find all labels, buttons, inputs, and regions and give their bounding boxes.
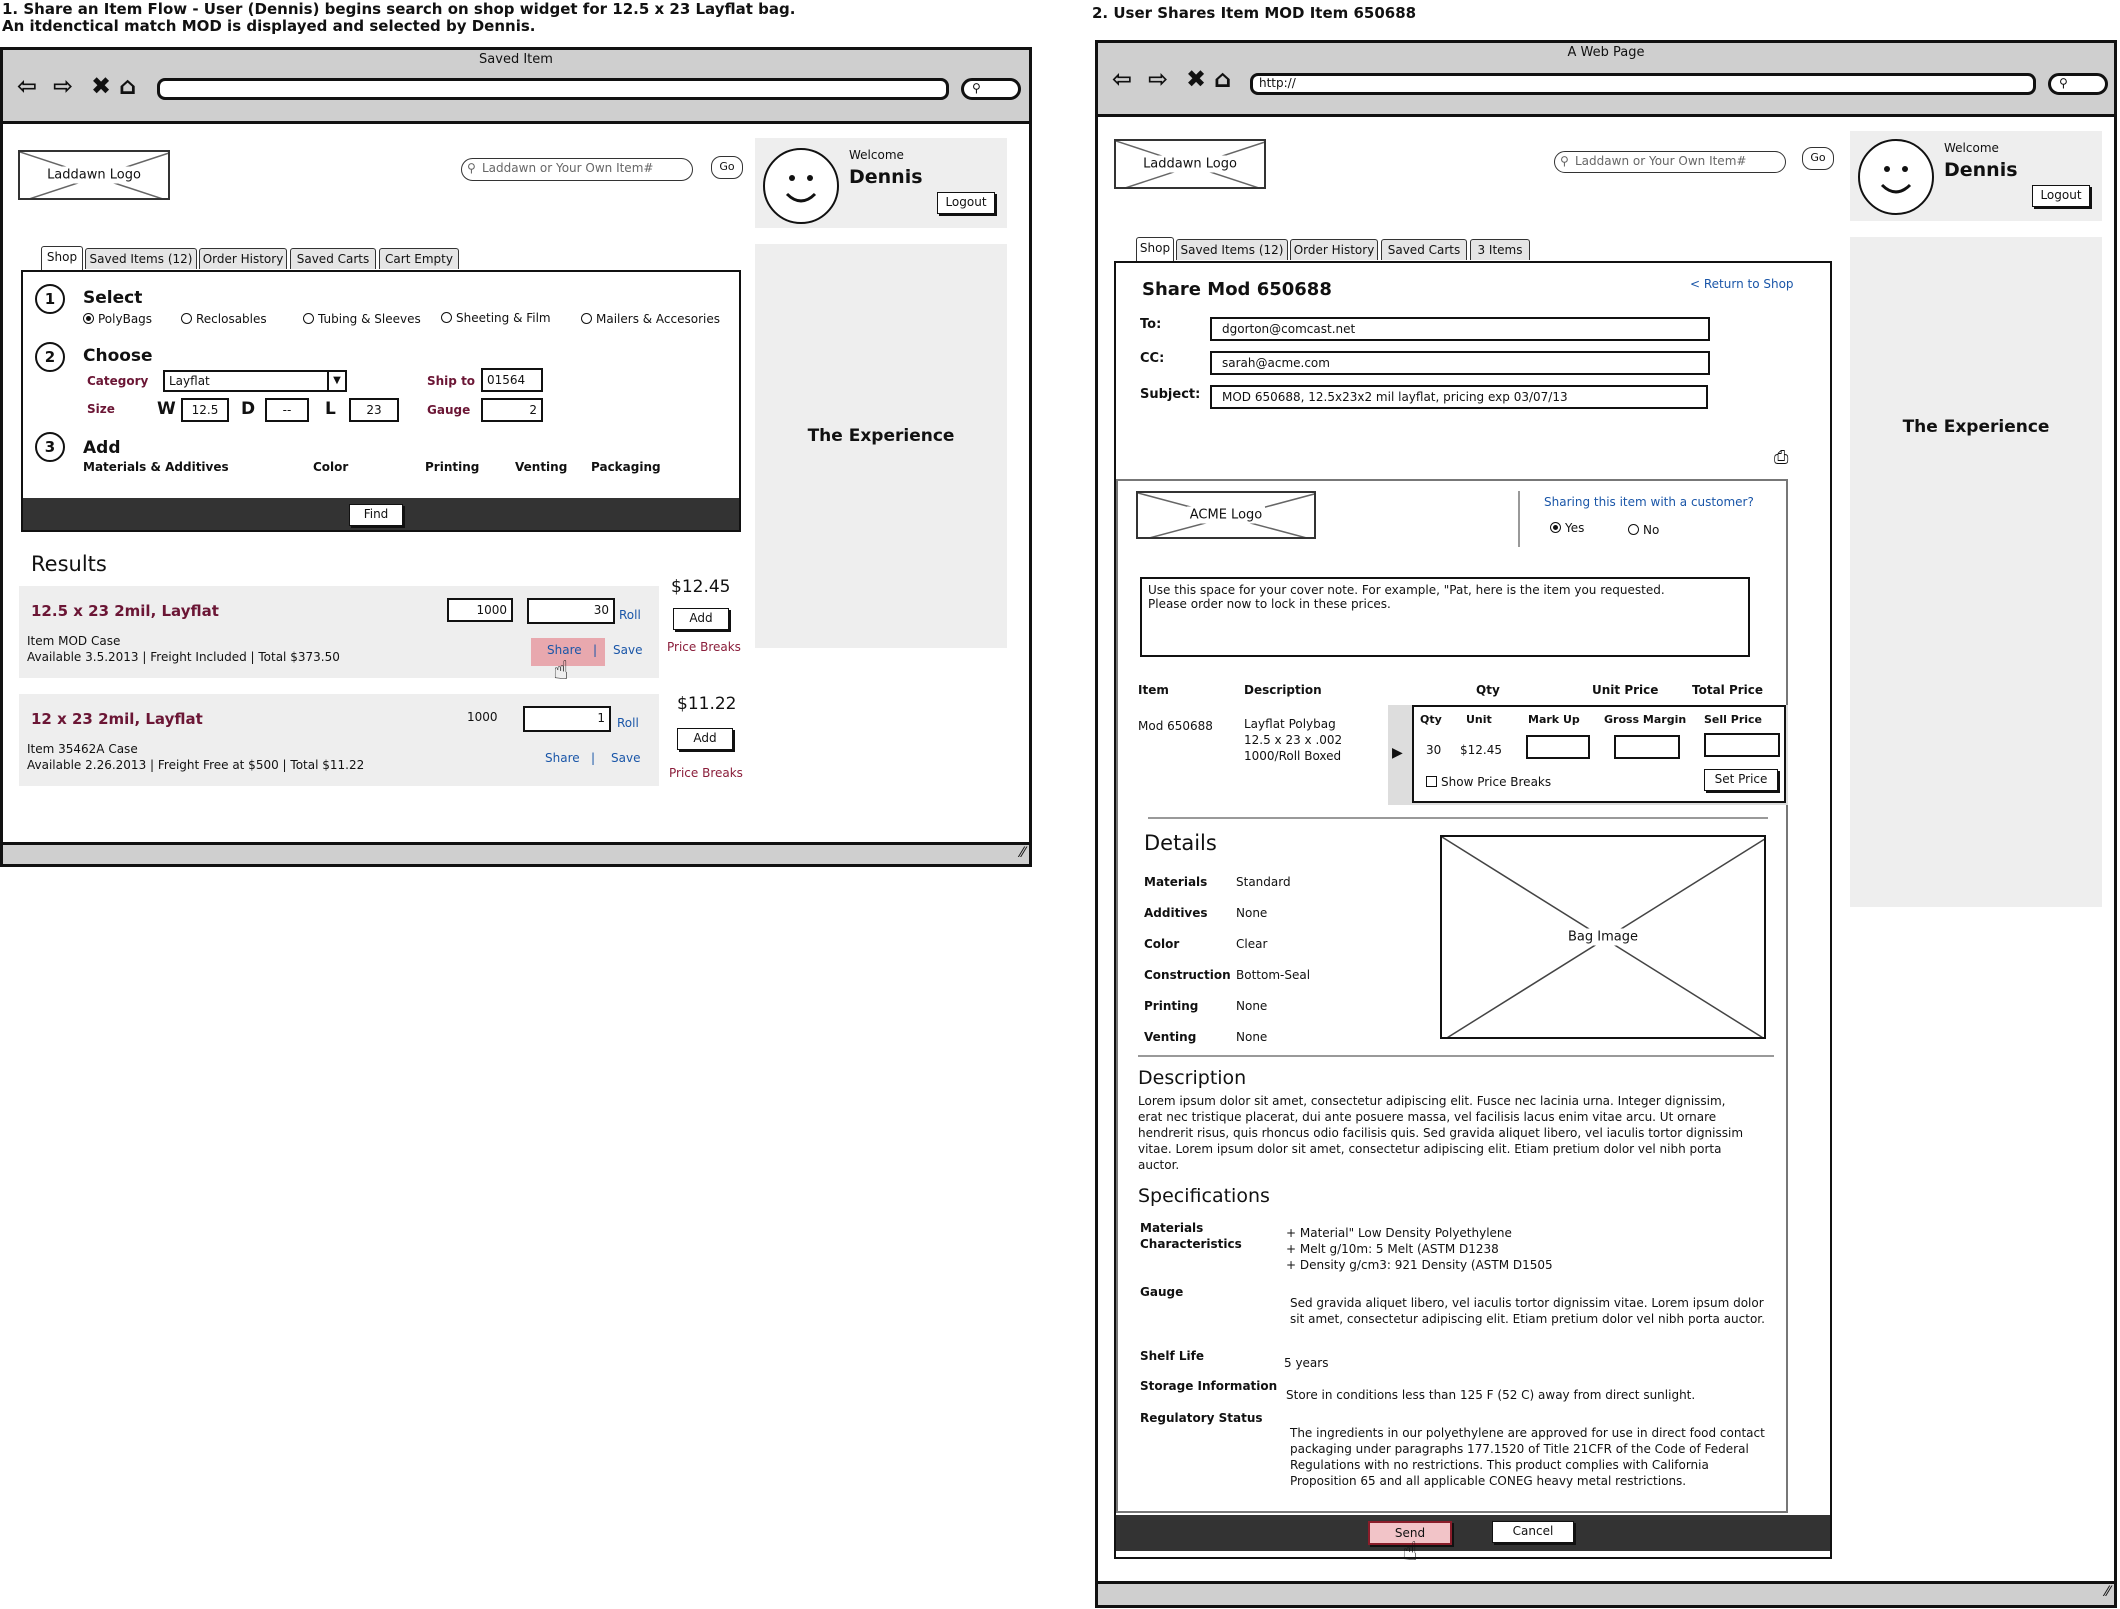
search-icon: ⚲ [1560,154,1569,168]
tab-shop[interactable]: Shop [41,246,83,270]
markup-field[interactable] [1526,735,1590,759]
welcome-text: Welcome [1944,141,1999,155]
add-col-materials[interactable]: Materials & Additives [83,460,229,474]
detail-key: Construction [1144,968,1231,982]
stop-icon[interactable]: ✖ [91,72,112,100]
col-item: Item [1138,683,1169,697]
printer-icon[interactable]: ⎙ [1774,447,1789,468]
spec-line: + Material" Low Density Polyethylene [1286,1226,1512,1240]
price-breaks-link[interactable]: Price Breaks [667,640,741,654]
search-placeholder: Laddawn or Your Own Item# [482,161,654,175]
step-1-marker: 1 [35,284,65,314]
laddawn-logo [1114,139,1266,189]
choose-heading: Choose [83,346,153,366]
detail-value: None [1236,1030,1268,1044]
cc-field[interactable]: sarah@acme.com [1210,351,1710,375]
welcome-panel [755,138,1007,228]
experience-panel [755,244,1007,648]
radio-reclosables[interactable] [181,312,267,326]
gauge-label: Gauge [427,403,471,417]
tab-cart[interactable]: Cart Empty [379,248,459,269]
cancel-button[interactable]: Cancel [1492,1521,1574,1543]
divider [1148,817,1768,819]
case-qty-field[interactable]: 1000 [447,598,513,622]
length-field[interactable]: 23 [349,398,399,422]
laddawn-logo [18,150,170,200]
roll-qty-field[interactable]: 30 [527,598,615,624]
to-field[interactable]: dgorton@comcast.net [1210,317,1710,341]
results-heading: Results [31,552,107,576]
step2-caption: 2. User Shares Item MOD Item 650688 [1092,4,1417,22]
roll-qty-field[interactable]: 1 [523,706,611,732]
spec-line: + Melt g/10m: 5 Melt (ASTM D1238 [1286,1242,1499,1256]
spec-line: Sed gravida aliquet libero, vel iaculis tortor dignissim vitae. Lorem ipsum dolor [1290,1296,1764,1310]
go-button[interactable]: Go [1802,147,1834,170]
avatar [1858,139,1934,215]
spec-shelf-value: 5 years [1284,1356,1329,1370]
availability-line: Available 3.5.2013 | Freight Included | Total $373.50 [27,650,340,664]
detail-value: Clear [1236,937,1268,951]
cover-note-line: Use this space for your cover note. For example, "Pat, here is the item you requested. [1148,583,1665,597]
find-bar [23,498,739,530]
experience-label: The Experience [807,426,955,446]
logout-button[interactable]: Logout [937,192,995,214]
detail-value: Bottom-Seal [1236,968,1311,982]
share-link[interactable]: Share [547,643,582,657]
right-titlebar [1098,43,2114,117]
description-line: 1000/Roll Boxed [1244,749,1342,763]
radio-no[interactable] [1628,523,1659,537]
radio-button[interactable] [181,313,192,324]
cover-note-textarea[interactable] [1140,577,1750,657]
forward-arrow-icon[interactable]: ⇨ [53,72,74,100]
option-label: No [1643,523,1660,537]
search-icon: ⚲ [467,161,476,175]
save-link[interactable]: Save [611,751,641,765]
add-to-cart-button[interactable]: Add [673,608,729,630]
category-select[interactable] [163,370,347,392]
item-value: Mod 650688 [1138,719,1213,733]
roll-unit-link[interactable]: Roll [617,716,639,730]
description-line: Layflat Polybag [1244,717,1336,731]
acme-logo [1136,491,1316,539]
ship-to-field[interactable]: 01564 [481,368,543,392]
send-bar [1116,1515,1830,1567]
width-label: W [157,399,176,419]
tab-saved-carts[interactable]: Saved Carts [290,248,376,269]
play-arrow-icon[interactable]: ▶ [1392,745,1403,761]
option-label: Reclosables [196,312,267,326]
avatar [763,148,839,224]
pricing-tool [1388,705,1788,805]
pricing-col-sell: Sell Price [1704,713,1762,726]
welcome-panel [1850,131,2102,221]
step-3-marker: 3 [35,432,65,462]
price-breaks-link[interactable]: Price Breaks [669,766,743,780]
add-col-color[interactable]: Color [313,460,349,474]
category-value: Layflat [169,374,210,388]
add-col-printing[interactable]: Printing [425,460,480,474]
details-heading: Details [1144,831,1217,855]
pricing-col-qty: Qty [1420,713,1442,726]
welcome-text: Welcome [849,148,904,162]
find-button[interactable]: Find [349,504,403,526]
description-line: 12.5 x 23 x .002 [1244,733,1343,747]
logout-button[interactable]: Logout [2032,185,2090,207]
ship-to-label: Ship to [427,374,476,388]
email-preview [1116,479,1788,1513]
user-name: Dennis [1944,159,2018,181]
case-qty-value: 1000 [467,710,498,724]
spec-key: Characteristics [1140,1237,1242,1251]
pricing-col-margin: Gross Margin [1604,713,1687,726]
spec-line: Regulations with no restrictions. This product complies with California [1290,1458,1709,1472]
detail-key: Materials [1144,875,1208,889]
spec-key: Regulatory Status [1140,1411,1263,1425]
pricing-unit: $12.45 [1460,743,1502,757]
description-line: vitae. Lorem ipsum dolor sit amet, consectetur adipiscing elit. Etiam pretium dolor vel nibh porta [1138,1142,1722,1156]
spec-line: sit amet, consectetur adipiscing elit. Etiam pretium dolor vel nibh porta auctor. [1290,1312,1765,1326]
option-label: Tubing & Sleeves [318,312,421,326]
return-to-shop-link[interactable]: < Return to Shop [1690,277,1794,291]
cc-label: CC: [1140,351,1165,366]
category-label: Category [87,374,149,388]
tab-saved-items[interactable]: Saved Items (12) [85,248,197,269]
resize-grip-icon[interactable]: ⁄⁄ [1020,845,1025,861]
sharing-question: Sharing this item with a customer? [1544,495,1754,509]
length-label: L [325,399,336,419]
detail-key: Printing [1144,999,1199,1013]
left-browser-search[interactable] [961,78,1021,100]
left-statusbar [3,842,1029,864]
to-label: To: [1140,317,1162,332]
back-arrow-icon[interactable]: ⇦ [1112,65,1133,93]
left-titlebar [3,50,1029,124]
left-browser-window [0,47,1032,867]
add-col-venting[interactable]: Venting [515,460,568,474]
detail-key: Venting [1144,1030,1197,1044]
send-button[interactable]: Send [1368,1521,1452,1545]
back-arrow-icon[interactable]: ⇦ [17,72,38,100]
col-qty: Qty [1476,683,1500,697]
chevron-down-icon[interactable]: ▼ [327,372,345,390]
radio-button[interactable] [303,313,314,324]
sell-price-field[interactable] [1704,733,1780,757]
step-2-marker: 2 [35,342,65,372]
radio-sheeting[interactable] [441,311,551,325]
detail-value: Standard [1236,875,1291,889]
gross-margin-field[interactable] [1614,735,1680,759]
checkbox[interactable] [1426,776,1437,787]
pricing-col-markup: Mark Up [1528,713,1580,726]
option-label: Mailers & Accesories [596,312,721,326]
description-line: auctor. [1138,1158,1180,1172]
spec-line: The ingredients in our polyethylene are approved for use in direct food contact [1290,1426,1765,1440]
go-button[interactable]: Go [711,156,743,179]
pricing-box [1412,705,1786,803]
detail-key: Color [1144,937,1180,951]
spec-line: Proposition 65 and all applicable CONEG heavy metal restrictions. [1290,1474,1687,1488]
pricing-col-unit: Unit [1466,713,1492,726]
logo-label: Laddawn Logo [1140,156,1240,173]
pricing-qty: 30 [1426,743,1442,757]
option-label: PolyBags [98,312,153,326]
left-url-bar[interactable] [157,78,949,100]
right-statusbar [1098,1581,2114,1605]
item-line: Item 35462A Case [27,742,138,756]
resize-grip-icon[interactable]: ⁄⁄ [2105,1584,2110,1600]
radio-button[interactable] [83,313,94,324]
stop-icon[interactable]: ✖ [1186,65,1207,93]
set-price-button[interactable]: Set Price [1704,769,1778,791]
depth-field[interactable]: -- [265,398,309,422]
left-window-title: Saved Item [479,52,553,67]
radio-yes[interactable] [1550,521,1584,535]
search-icon: ⚲ [972,81,981,95]
description-heading: Description [1138,1067,1247,1089]
spec-materials-values [1286,1225,1553,1273]
option-label: Yes [1565,521,1585,535]
image-label: Bag Image [1565,929,1641,946]
gauge-field[interactable]: 2 [481,398,543,422]
result-card [19,586,659,686]
tab-shop[interactable]: Shop [1136,237,1174,261]
select-heading: Select [83,288,143,308]
search-input[interactable] [1554,151,1786,173]
description-line: Lorem ipsum dolor sit amet, consectetur adipiscing elit. Fusce nec lacinia urna. Integer dignissim, [1138,1094,1726,1108]
detail-key: Additives [1144,906,1208,920]
availability-line: Available 2.26.2013 | Freight Free at $500 | Total $11.22 [27,758,365,772]
share-link[interactable]: Share [545,751,580,765]
radio-polybags[interactable] [83,312,152,326]
radio-tubing[interactable] [303,312,421,326]
save-link[interactable]: Save [613,643,643,657]
tab-order-history[interactable]: Order History [1290,239,1378,260]
add-to-cart-button[interactable]: Add [677,728,733,750]
spec-storage-value: Store in conditions less than 125 F (52 C) away from direct sunlight. [1286,1388,1696,1402]
description-text [1138,1093,1743,1173]
radio-button[interactable] [581,313,592,324]
depth-label: D [241,399,256,419]
subject-field[interactable]: MOD 650688, 12.5x23x2 mil layflat, pricing exp 03/07/13 [1210,385,1708,409]
user-name: Dennis [849,166,923,188]
spec-line: + Density g/cm3: 921 Density (ASTM D1505 [1286,1258,1553,1272]
forward-arrow-icon[interactable]: ⇨ [1148,65,1169,93]
logo-label: ACME Logo [1187,507,1265,524]
search-icon: ⚲ [2059,76,2068,90]
spec-regulatory-values [1290,1425,1765,1489]
right-browser-window [1095,40,2117,1608]
spec-key: Materials [1140,1221,1204,1235]
hand-cursor-icon: ☝ [1402,1537,1418,1567]
option-label: Sheeting & Film [456,311,551,325]
logo-label: Laddawn Logo [44,167,144,184]
item-line: Item MOD Case [27,634,121,648]
tab-order-history[interactable]: Order History [199,248,287,269]
home-icon[interactable]: ⌂ [119,72,137,100]
right-browser-search[interactable] [2048,73,2108,95]
checkbox-label: Show Price Breaks [1441,775,1552,789]
radio-button[interactable] [1550,522,1561,533]
radio-button[interactable] [1628,524,1639,535]
tab-cart[interactable]: 3 Items [1470,239,1530,260]
detail-value: None [1236,906,1268,920]
size-label: Size [87,402,115,416]
hand-cursor-icon: ☝ [553,656,569,686]
description-line: hendrerit risus, quis rhoncus odio facilisis quis. Sed gravida aliquet libero, vel iaculis tortor dignissim [1138,1126,1744,1140]
bag-image [1440,835,1766,1039]
spec-line: packaging under paragraphs 177.1520 of Title 21CFR of the Code of Federal [1290,1442,1749,1456]
result-price: $11.22 [677,694,737,714]
description-line: erat nec tristique placerat, dui ante posuere massa, vel facilisis lacus enim vitae arcu. Ut ornare [1138,1110,1717,1124]
add-heading: Add [83,438,121,458]
step1-caption-line1: 1. Share an Item Flow - User (Dennis) begins search on shop widget for 12.5 x 23 Layflat bag. [2,0,796,18]
result-title[interactable]: 12.5 x 23 2mil, Layflat [31,602,219,620]
experience-label: The Experience [1902,417,2050,437]
roll-unit-link[interactable]: Roll [619,608,641,622]
tab-saved-items[interactable]: Saved Items (12) [1176,239,1288,260]
link-separator: | [593,643,598,657]
spec-key: Storage Information [1140,1379,1278,1393]
col-unit-price: Unit Price [1592,683,1659,697]
add-col-packaging[interactable]: Packaging [591,460,661,474]
share-panel [1114,261,1832,1567]
radio-mailers[interactable] [581,312,720,326]
subject-label: Subject: [1140,387,1201,402]
right-window-title: A Web Page [1567,45,1645,60]
tab-saved-carts[interactable]: Saved Carts [1381,239,1467,260]
detail-value: None [1236,999,1268,1013]
col-description: Description [1244,683,1322,697]
right-url-bar[interactable]: http:// [1250,73,2036,95]
specifications-heading: Specifications [1138,1185,1270,1207]
experience-panel [1850,237,2102,907]
spec-key: Shelf Life [1140,1349,1204,1363]
step1-caption-line2: An itdenctical match MOD is displayed and selected by Dennis. [2,17,536,35]
divider [1138,1055,1774,1057]
cover-note-line: Please order now to lock in these prices. [1148,597,1391,611]
show-price-breaks[interactable] [1426,775,1551,789]
col-total-price: Total Price [1692,683,1764,697]
spec-key: Gauge [1140,1285,1184,1299]
link-separator: | [591,751,596,765]
home-icon[interactable]: ⌂ [1214,65,1232,93]
shop-widget [21,270,741,532]
result-price: $12.45 [671,577,731,597]
search-placeholder: Laddawn or Your Own Item# [1575,154,1747,168]
divider [1518,491,1520,547]
result-title[interactable]: 12 x 23 2mil, Layflat [31,710,203,728]
radio-button[interactable] [441,312,452,323]
width-field[interactable]: 12.5 [181,398,229,422]
spec-gauge-values [1290,1295,1765,1327]
result-card [19,694,659,786]
search-input[interactable] [461,158,693,181]
share-title: Share Mod 650688 [1142,279,1332,300]
